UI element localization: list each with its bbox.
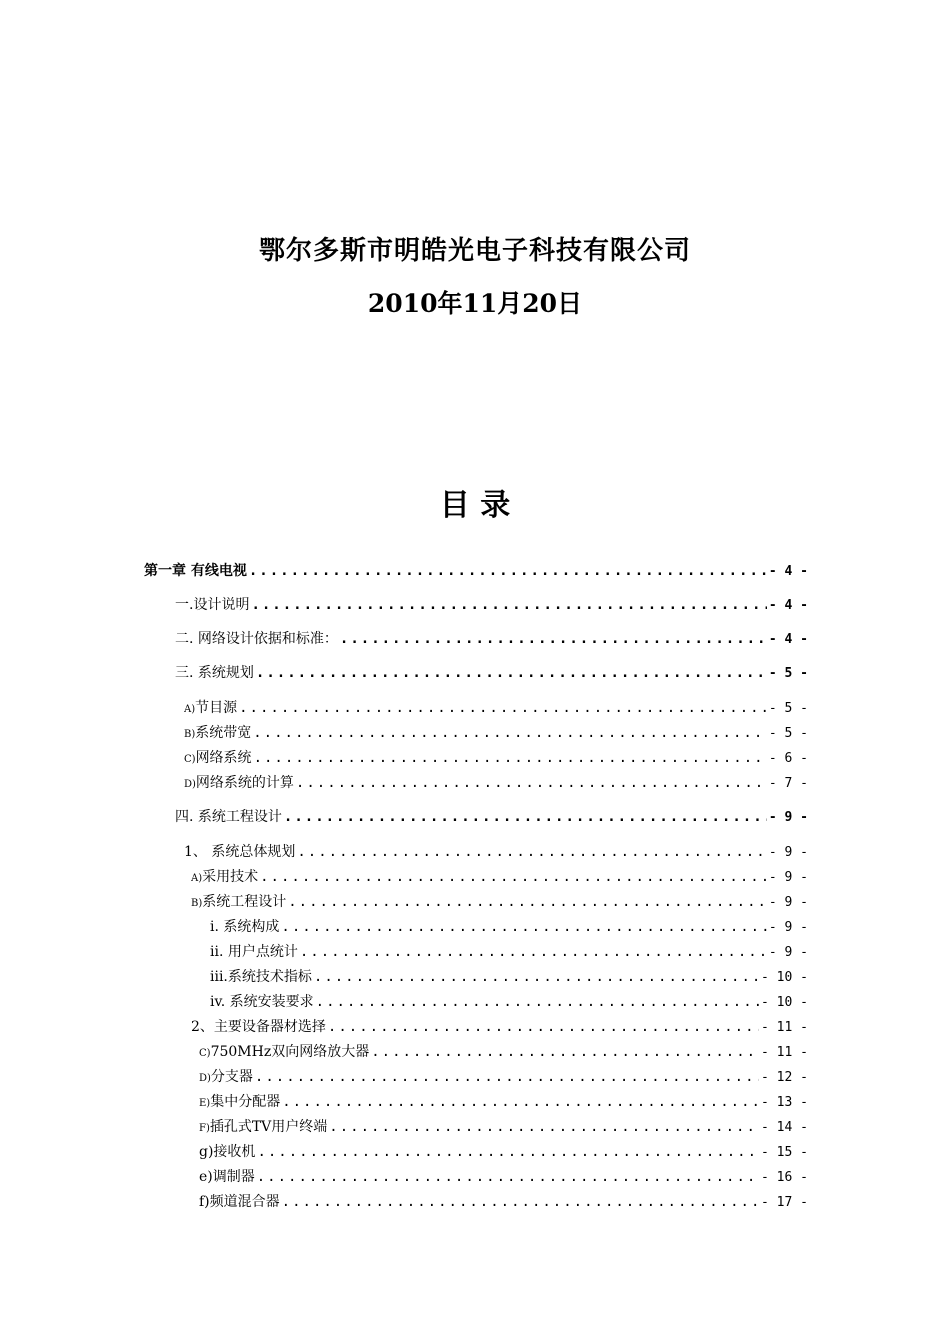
toc-leader: [297, 843, 767, 861]
toc-entry-prefix: D): [184, 779, 196, 790]
toc-entry-page: - 9 -: [768, 845, 808, 860]
toc-entry-page: - 11 -: [761, 1045, 808, 1060]
toc-entry[interactable]: [199, 1193, 808, 1212]
toc-entry-page: - 17 -: [761, 1195, 808, 1210]
toc-leader: [314, 968, 759, 986]
toc-entry-page: - 9 -: [768, 895, 808, 910]
toc-entry-page: - 12 -: [761, 1070, 808, 1085]
toc-entry-label: 一.设计说明: [175, 597, 250, 613]
toc-entry-prefix: B): [191, 898, 203, 909]
toc-leader: [253, 724, 767, 742]
toc-leader: [284, 808, 767, 826]
toc-leader: [282, 1193, 759, 1211]
toc-entry[interactable]: [199, 1143, 808, 1162]
toc-entry-text: 插孔式TV用户终端: [209, 1119, 328, 1135]
toc-entry-page: - 6 -: [768, 751, 808, 766]
toc-entry-page: - 4 -: [768, 598, 808, 613]
toc-entry[interactable]: [199, 1068, 808, 1088]
toc-leader: [340, 630, 767, 648]
toc-entry-text: 网络系统: [195, 750, 252, 766]
toc-entry-text: 750MHz双向网络放大器: [210, 1044, 370, 1060]
toc-entry-text: 采用技术: [202, 869, 259, 885]
toc-entry-label: i. 系统构成: [210, 919, 280, 935]
toc-entry-text: 节目源: [195, 700, 238, 716]
toc-entry-page: - 5 -: [768, 666, 808, 681]
toc-entry-label: [184, 724, 251, 744]
toc-entry-page: - 10 -: [761, 995, 808, 1010]
toc-entry-label: [199, 1118, 327, 1138]
toc-entry-label: [199, 1093, 280, 1113]
toc-entry[interactable]: [184, 843, 808, 862]
toc-entry[interactable]: [175, 596, 808, 615]
toc-entry-label: g)接收机: [199, 1144, 256, 1160]
toc-entry-prefix: A): [184, 704, 196, 715]
toc-entry-page: - 16 -: [761, 1170, 808, 1185]
toc-title: 目 录: [439, 488, 511, 523]
toc-entry-text: 网络系统的计算: [195, 775, 294, 791]
toc-leader: [257, 1168, 759, 1186]
toc-entry-page: - 14 -: [761, 1120, 808, 1135]
toc-leader: [249, 562, 767, 580]
toc-leader: [251, 596, 766, 614]
toc-entry[interactable]: [199, 1168, 808, 1187]
toc-entry-label: 二. 网络设计依据和标准：: [175, 631, 338, 647]
toc-leader: [371, 1043, 759, 1061]
toc-entry-page: - 5 -: [768, 701, 808, 716]
toc-leader: [282, 1093, 759, 1111]
toc-entry-prefix: A): [191, 873, 203, 884]
toc-leader: [256, 664, 767, 682]
toc-entry-label: iv. 系统安装要求: [210, 994, 314, 1010]
toc-entry-label: 2、主要设备器材选择: [191, 1019, 326, 1035]
toc-entry[interactable]: [210, 918, 808, 937]
toc-entry[interactable]: [199, 1043, 808, 1063]
toc-entry-text: 分支器: [210, 1069, 253, 1085]
toc-entry[interactable]: [184, 749, 808, 769]
toc-entry-prefix: C): [199, 1048, 211, 1059]
toc-entry-label: [199, 1068, 253, 1088]
toc-entry-page: - 7 -: [768, 776, 808, 791]
toc-entry-label: [184, 699, 237, 719]
toc-entry[interactable]: [175, 664, 808, 683]
toc-entry[interactable]: [175, 630, 808, 649]
toc-entry[interactable]: [210, 993, 808, 1012]
toc-entry[interactable]: [210, 968, 808, 987]
toc-entry[interactable]: [175, 808, 808, 827]
toc-entry-label: ii. 用户点统计: [210, 944, 298, 960]
toc-entry-label: 四. 系统工程设计: [175, 809, 282, 825]
toc-entry[interactable]: [184, 699, 808, 719]
toc-entry-page: - 10 -: [761, 970, 808, 985]
toc-entry-page: - 4 -: [768, 632, 808, 647]
toc-leader: [239, 699, 767, 717]
toc-leader: [300, 943, 767, 961]
toc-entry-prefix: D): [199, 1073, 211, 1084]
toc-entry-text: 系统带宽: [195, 725, 252, 741]
toc-entry[interactable]: [184, 724, 808, 744]
toc-leader: [260, 868, 767, 886]
toc-entry-page: - 5 -: [768, 726, 808, 741]
toc-entry[interactable]: [191, 893, 808, 913]
toc-entry-label: f)频道混合器: [199, 1194, 280, 1210]
toc-leader: [316, 993, 759, 1011]
toc-leader: [254, 749, 767, 767]
toc-entry-text: 集中分配器: [210, 1094, 281, 1110]
toc-entry-page: - 9 -: [768, 870, 808, 885]
document-date: 2010年11月20日: [367, 289, 583, 318]
toc-entry-text: 系统工程设计: [202, 894, 287, 910]
toc-entry-prefix: E): [199, 1098, 211, 1109]
toc-leader: [328, 1018, 759, 1036]
toc-entry-label: 第一章 有线电视: [144, 563, 247, 579]
toc-entry-label: iii.系统技术指标: [210, 969, 312, 985]
toc-entry-label: [191, 893, 286, 913]
toc-entry[interactable]: [184, 774, 808, 794]
toc-leader: [329, 1118, 759, 1136]
company-name: 鄂尔多斯市明皓光电子科技有限公司: [258, 236, 691, 266]
toc-entry[interactable]: [199, 1093, 808, 1113]
toc-entry[interactable]: [144, 562, 808, 581]
toc-entry[interactable]: [191, 1018, 808, 1037]
toc-entry-prefix: C): [184, 754, 196, 765]
toc-entry-label: e)调制器: [199, 1169, 255, 1185]
toc-entry-label: [184, 774, 294, 794]
toc-entry-prefix: B): [184, 729, 196, 740]
toc-entry-label: [191, 868, 258, 888]
toc-entry-page: - 11 -: [761, 1020, 808, 1035]
toc-entry-label: [184, 749, 252, 769]
toc-entry-page: - 9 -: [768, 945, 808, 960]
toc-leader: [255, 1068, 759, 1086]
toc-entry[interactable]: [191, 868, 808, 888]
toc-leader: [257, 1143, 759, 1161]
toc-leader: [281, 918, 766, 936]
toc-leader: [296, 774, 767, 792]
toc-entry-page: - 13 -: [761, 1095, 808, 1110]
toc-entry-label: 1、 系统总体规划: [184, 844, 296, 860]
toc-entry[interactable]: [210, 943, 808, 962]
toc-leader: [288, 893, 767, 911]
toc-entry-page: - 9 -: [768, 920, 808, 935]
toc-entry-prefix: F): [199, 1123, 210, 1134]
toc-entry-page: - 9 -: [768, 810, 808, 825]
toc-entry[interactable]: [199, 1118, 808, 1138]
toc-entry-label: [199, 1043, 369, 1063]
toc-entry-page: - 15 -: [761, 1145, 808, 1160]
toc-entry-label: 三. 系统规划: [175, 665, 254, 681]
toc-entry-page: - 4 -: [768, 564, 808, 579]
